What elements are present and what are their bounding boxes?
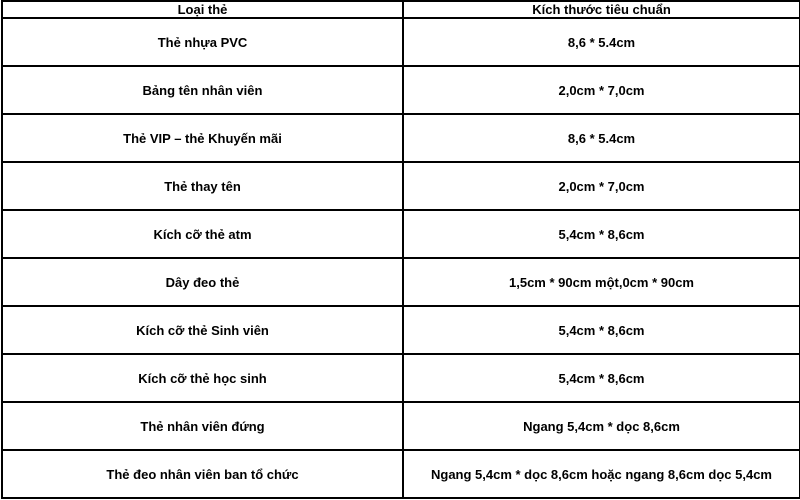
size-cell: 8,6 * 5.4cm	[403, 18, 800, 66]
card-type-cell: Thẻ đeo nhân viên ban tổ chức	[2, 450, 403, 498]
card-type-cell: Dây đeo thẻ	[2, 258, 403, 306]
header-standard-size: Kích thước tiêu chuẩn	[403, 1, 800, 18]
table-row	[2, 18, 800, 66]
size-cell: 2,0cm * 7,0cm	[403, 162, 800, 210]
table-row	[2, 402, 800, 450]
table-row	[2, 162, 800, 210]
card-type-cell: Thẻ nhân viên đứng	[2, 402, 403, 450]
card-type-cell: Thẻ VIP – thẻ Khuyến mãi	[2, 114, 403, 162]
table-row	[2, 258, 800, 306]
card-type-cell: Bảng tên nhân viên	[2, 66, 403, 114]
size-cell: Ngang 5,4cm * dọc 8,6cm	[403, 402, 800, 450]
card-type-cell: Kích cỡ thẻ Sinh viên	[2, 306, 403, 354]
card-type-cell: Kích cỡ thẻ atm	[2, 210, 403, 258]
header-card-type: Loại thẻ	[2, 1, 403, 18]
size-cell: 5,4cm * 8,6cm	[403, 306, 800, 354]
size-cell: Ngang 5,4cm * dọc 8,6cm hoặc ngang 8,6cm dọc 5,4cm	[403, 450, 800, 498]
table-row	[2, 66, 800, 114]
table-row	[2, 210, 800, 258]
size-cell: 5,4cm * 8,6cm	[403, 210, 800, 258]
table-header-row	[2, 1, 800, 18]
size-cell: 5,4cm * 8,6cm	[403, 354, 800, 402]
card-type-cell: Thẻ nhựa PVC	[2, 18, 403, 66]
table-row	[2, 306, 800, 354]
card-type-cell: Thẻ thay tên	[2, 162, 403, 210]
size-cell: 8,6 * 5.4cm	[403, 114, 800, 162]
card-size-table-container	[1, 0, 799, 499]
size-cell: 2,0cm * 7,0cm	[403, 66, 800, 114]
card-type-cell: Kích cỡ thẻ học sinh	[2, 354, 403, 402]
table-row	[2, 450, 800, 498]
table-row	[2, 354, 800, 402]
table-row	[2, 114, 800, 162]
card-size-table	[1, 0, 800, 499]
size-cell: 1,5cm * 90cm một,0cm * 90cm	[403, 258, 800, 306]
